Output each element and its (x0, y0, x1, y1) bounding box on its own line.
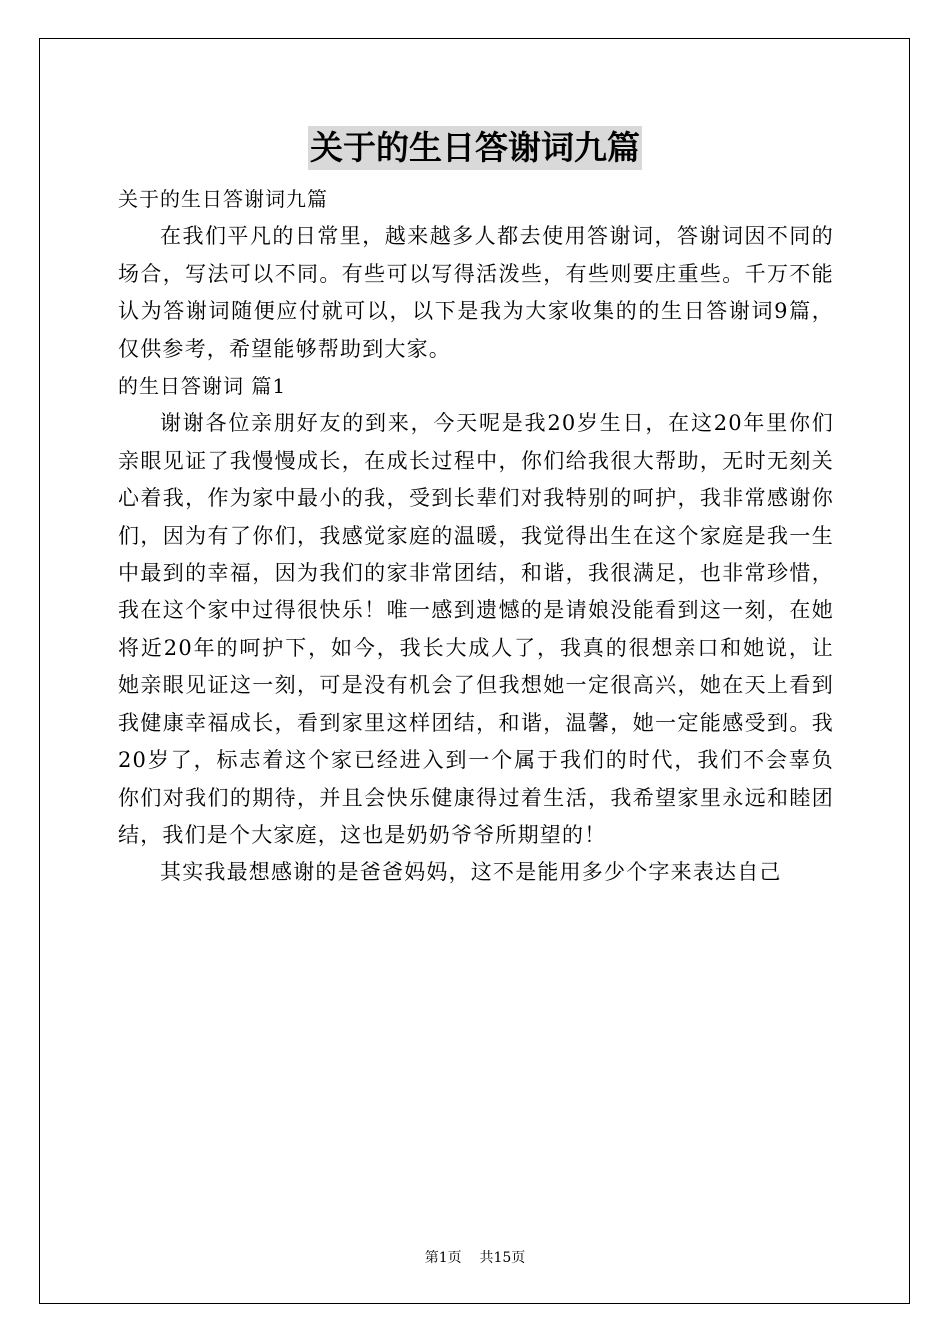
document-body (118, 181, 834, 892)
page-total: 共15页 (479, 1250, 526, 1266)
document-title: 关于的生日答谢词九篇 (308, 126, 642, 170)
document-title-container (0, 126, 950, 170)
page-number: 第1页 (424, 1250, 462, 1266)
section-1-paragraph-2: 其实我最想感谢的是爸爸妈妈，这不是能用多少个字来表达自己 (160, 860, 782, 885)
page-footer (0, 1249, 950, 1267)
section-1-paragraph-1: 谢谢各位亲朋好友的到来，今天呢是我20岁生日，在这20年里你们亲眼见证了我慢慢成长，在成长过程中，你们给我很大帮助，无时无刻关心着我，作为家中最小的我，受到长辈们对我特别的呵护，我非常感谢你们，因为有了你们，我感觉家庭的温暖，我觉得出生在这个家庭是我一生中最到的幸福，因为我们的家非常团结，和谐，我很满足，也非常珍惜，我在这个家中过得很快乐！唯一感到遗憾的是请娘没能看到这一刻，在她将近20年的呵护下，如今，我长大成人了，我真的很想亲口和她说，让她亲眼见证这一刻，可是没有机会了但我想她一定很高兴，她在天上看到我健康幸福成长，看到家里这样团结，和谐，温馨，她一定能感受到。我20岁了，标志着这个家已经进入到一个属于我们的时代，我们不会辜负你们对我们的期待，并且会快乐健康得过着生活，我希望家里永远和睦团结，我们是个大家庭，这也是奶奶爷爷所期望的！ (118, 411, 834, 847)
intro-paragraph: 在我们平凡的日常里，越来越多人都去使用答谢词，答谢词因不同的场合，写法可以不同。有些可以写得活泼些，有些则要庄重些。千万不能认为答谢词随便应付就可以，以下是我为大家收集的的生日答谢词9篇，仅供参考，希望能够帮助到大家。 (118, 224, 834, 361)
section-heading-1: 的生日答谢词 篇1 (118, 374, 287, 399)
document-subtitle: 关于的生日答谢词九篇 (118, 187, 328, 211)
